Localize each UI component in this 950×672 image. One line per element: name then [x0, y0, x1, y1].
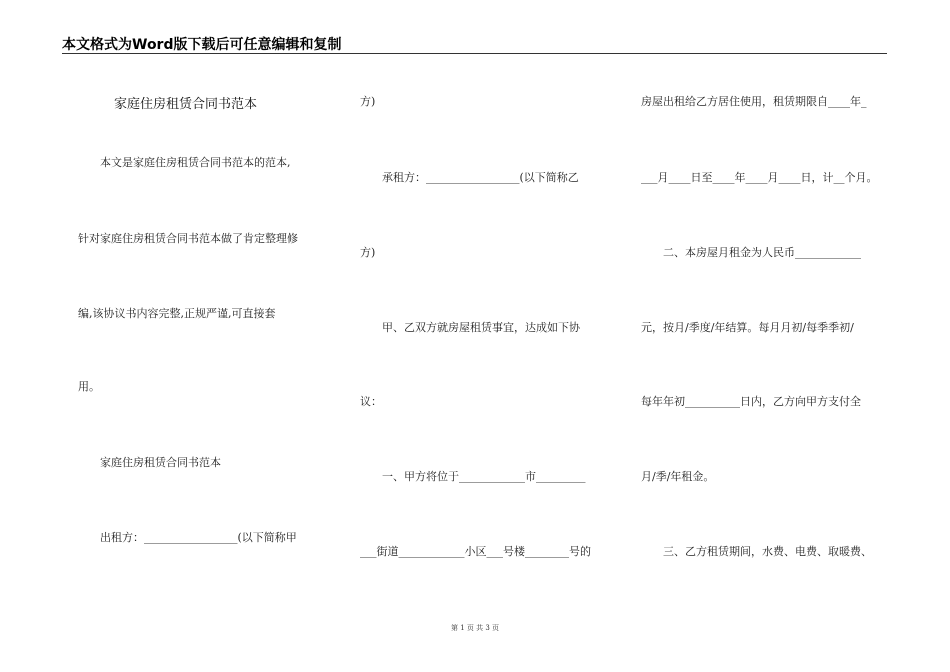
left-line-5: 家庭住房租赁合同书范本 — [100, 456, 221, 469]
left-line-4: 用。 — [78, 380, 100, 393]
left-line-3: 编,该协议书内容完整,正规严谨,可直接套 — [78, 307, 276, 320]
document-header: 本文格式为Word版下载后可任意编辑和复制 — [62, 37, 342, 53]
middle-line-3: 方) — [360, 246, 376, 259]
right-line-5: 每年年初__________日内，乙方向甲方支付全 — [641, 395, 861, 408]
left-line-6: 出租方：_________________(以下简称甲 — [100, 531, 297, 544]
left-line-2: 针对家庭住房租赁合同书范本做了肯定整理修 — [78, 232, 298, 245]
right-line-2: ___月____日至____年____月____日，计__个月。 — [641, 171, 878, 184]
right-line-4: 元，按月/季度/年结算。每月月初/每季季初/ — [641, 321, 854, 334]
middle-line-1: 方) — [360, 95, 376, 108]
left-line-1: 本文是家庭住房租赁合同书范本的范本, — [100, 156, 291, 169]
right-line-7: 三、乙方租赁期间，水费、电费、取暖费、 — [663, 545, 872, 558]
middle-line-6: 一、甲方将位于____________市_________ — [382, 470, 586, 483]
middle-line-2: 承租方：_________________(以下简称乙 — [382, 171, 579, 184]
document-title: 家庭住房租赁合同书范本 — [114, 97, 258, 112]
right-line-1: 房屋出租给乙方居住使用，租赁期限自____年_ — [641, 95, 867, 108]
header-divider — [62, 53, 887, 54]
page-number: 第 1 页 共 3 页 — [450, 624, 500, 632]
middle-line-5: 议： — [360, 395, 382, 408]
right-line-3: 二、本房屋月租金为人民币____________ — [663, 246, 861, 259]
middle-line-4: 甲、乙双方就房屋租赁事宜，达成如下协 — [382, 321, 580, 334]
right-line-6: 月/季/年租金。 — [641, 470, 715, 483]
middle-line-7: ___街道____________小区___号楼________号的 — [360, 545, 591, 558]
